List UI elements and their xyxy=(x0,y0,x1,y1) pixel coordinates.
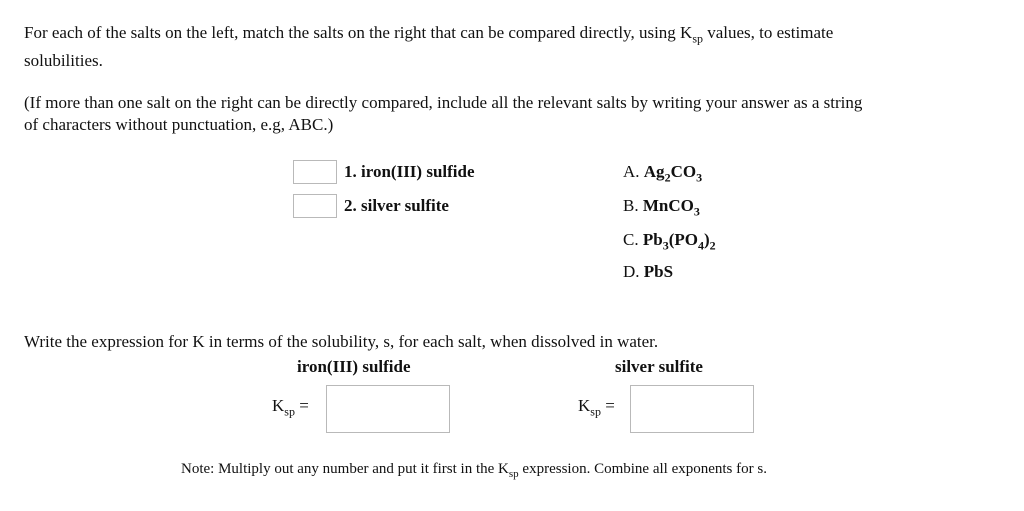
left-item-1-label: 1. iron(III) sulfide xyxy=(344,162,475,181)
header-silver-sulfite: silver sulfite xyxy=(615,357,703,376)
intro-text: For each of the salts on the left, match the salts on the right that can be compared directly, using K xyxy=(24,23,693,42)
ksp-label-1: $K_{sp}$ = xyxy=(272,396,309,419)
right-item-b xyxy=(623,196,700,219)
intro-line-1 xyxy=(24,22,833,44)
match-answer-input-1[interactable] xyxy=(293,160,337,184)
right-item-d-letter: D. xyxy=(623,262,640,281)
expression-prompt: Write the expression for K in terms of the solubility, s, for each salt, when dissolved in water. xyxy=(24,332,659,351)
right-item-a-formula: $Ag_2CO_3$ xyxy=(643,162,703,185)
right-item-d-formula: PbS xyxy=(643,262,674,281)
right-item-a-letter: A. xyxy=(623,162,640,181)
intro-sub: sp xyxy=(692,31,703,46)
ksp-label-2: $K_{sp}$ = xyxy=(578,396,615,419)
right-item-c xyxy=(623,230,716,253)
equals-sign-2: = xyxy=(605,396,615,415)
header-iron-sulfide: iron(III) sulfide xyxy=(297,357,411,376)
right-item-b-formula: MnCO$_3$ xyxy=(642,196,700,219)
left-item-2-label: 2. silver sulfite xyxy=(344,196,449,215)
intro-line-2: solubilities. xyxy=(24,51,103,70)
right-item-c-formula: $Pb_3(PO_4)_2$ xyxy=(642,230,716,253)
right-item-b-letter: B. xyxy=(623,196,639,215)
intro-text-end: values, to estimate xyxy=(702,23,834,42)
match-answer-input-2[interactable] xyxy=(293,194,337,218)
equals-sign-1: = xyxy=(299,396,309,415)
right-item-a xyxy=(623,162,703,185)
note-text: Note: Multiply out any number and put it first in the $K_{sp}$ expression. Combine all exponents for s. xyxy=(181,461,767,480)
left-item-2 xyxy=(344,196,449,216)
right-item-d xyxy=(623,262,673,282)
ksp-answer-input-1[interactable] xyxy=(326,385,450,433)
ksp-answer-input-2[interactable] xyxy=(630,385,754,433)
right-item-c-letter: C. xyxy=(623,230,639,249)
left-item-1 xyxy=(344,162,475,182)
instruction-line-1: (If more than one salt on the right can be directly compared, include all the relevant salts by writing your answer as a string xyxy=(24,93,863,112)
instruction-line-2: of characters without punctuation, e.g, ABC.) xyxy=(24,115,334,134)
